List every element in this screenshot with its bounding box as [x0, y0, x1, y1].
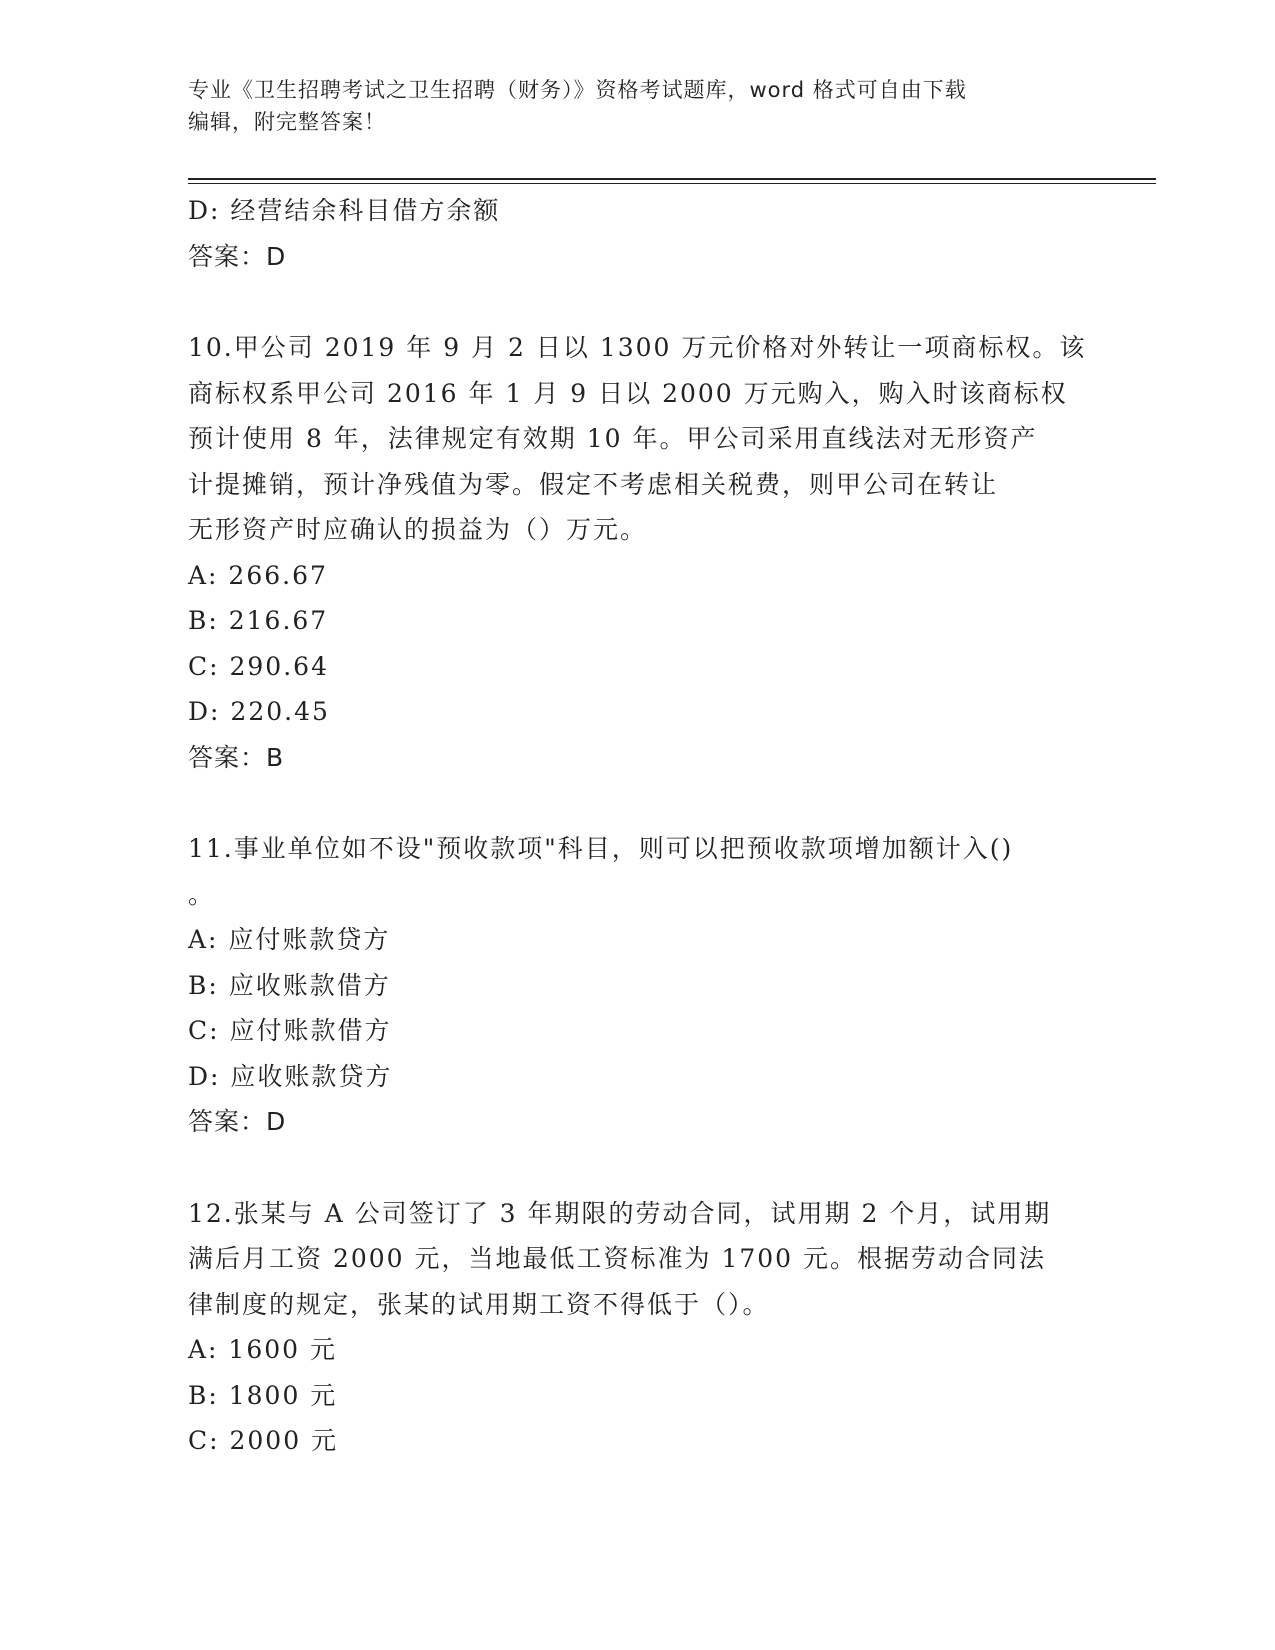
document-header [188, 74, 1088, 138]
q11-text-line: 。 [188, 879, 216, 909]
q11-answer: 答案：D [188, 1107, 287, 1136]
q12-option-c: C: 2000 元 [188, 1426, 339, 1455]
q10-text-line: 无形资产时应确认的损益为（）万元。 [188, 515, 648, 544]
q10-option-a: A: 266.67 [188, 560, 328, 590]
prev-option-d: D: 经营结余科目借方余额 [188, 196, 501, 225]
q11-option-c: C: 应付账款借方 [188, 1016, 392, 1045]
q12-option-a: A: 1600 元 [188, 1335, 337, 1364]
q11-option-d: D: 应收账款贷方 [188, 1061, 393, 1091]
header-divider-thin [188, 183, 1156, 184]
q10-text-line: 预计使用 8 年，法律规定有效期 10 年。甲公司采用直线法对无形资产 [188, 424, 1038, 453]
q10-answer: 答案：B [188, 742, 285, 772]
q12-text-line: 律制度的规定，张某的试用期工资不得低于（）。 [188, 1289, 770, 1319]
question-content [188, 188, 1087, 1464]
q12-text-line: 12.张某与 A 公司签订了 3 年期限的劳动合同，试用期 2 个月，试用期 [188, 1198, 1052, 1228]
header-line-2: 编辑，附完整答案！ [188, 110, 386, 134]
question-11 [188, 826, 1068, 1145]
spacer [188, 780, 1068, 826]
q10-text-line: 商标权系甲公司 2016 年 1 月 9 日以 2000 万元购入，购入时该商标权 [188, 378, 1068, 408]
q10-text-line: 10.甲公司 2019 年 9 月 2 日以 1300 万元价格对外转让一项商标权。该 [188, 333, 1087, 362]
q12-option-b: B: 1800 元 [188, 1380, 338, 1410]
spacer [188, 279, 1068, 325]
q11-text-line: 11.事业单位如不设"预收款项"科目，则可以把预收款项增加额计入() [188, 834, 1014, 863]
prev-answer: 答案：D [188, 241, 287, 271]
q10-text-line: 计提摊销，预计净残值为零。假定不考虑相关税费，则甲公司在转让 [188, 469, 999, 499]
header-line-1: 专业《卫生招聘考试之卫生招聘（财务）》资格考试题库，word 格式可自由下载 [188, 78, 967, 102]
q11-option-b: B: 应收账款借方 [188, 970, 391, 1000]
q10-option-b: B: 216.67 [188, 606, 329, 635]
q12-text-line: 满后月工资 2000 元，当地最低工资标准为 1700 元。根据劳动合同法 [188, 1244, 1047, 1273]
question-12 [188, 1191, 1068, 1464]
spacer [188, 1145, 1068, 1191]
q10-option-d: D: 220.45 [188, 697, 330, 726]
q11-option-a: A: 应付账款贷方 [188, 925, 391, 954]
header-divider-thick [188, 178, 1156, 180]
question-10 [188, 325, 1087, 780]
q10-option-c: C: 290.64 [188, 651, 329, 681]
